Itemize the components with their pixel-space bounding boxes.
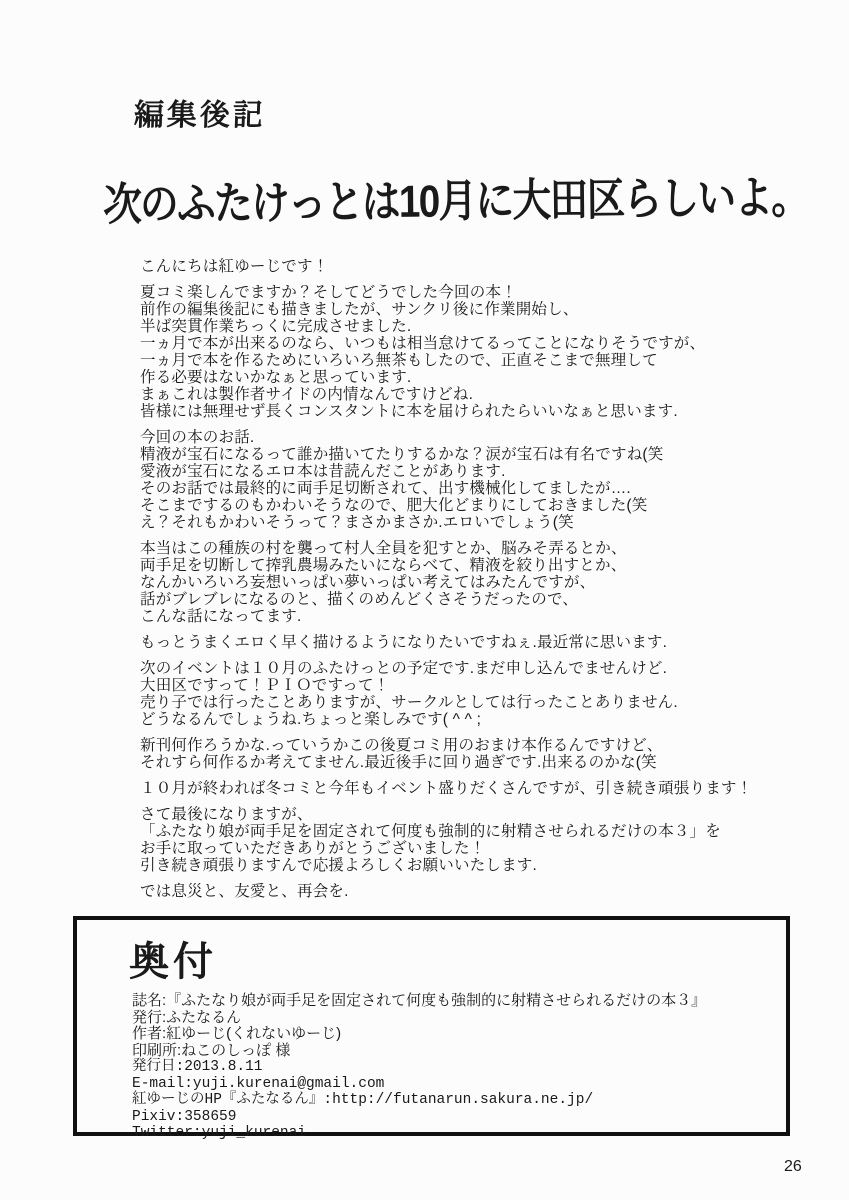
text-line: それすら何作るか考えてません.最近後手に回り過ぎです.出来るのかな(笑 [140,754,657,771]
text-line: 本当はこの種族の村を襲って村人全員を犯すとか、脳みそ弄るとか、 [140,540,627,557]
paragraph [140,806,760,874]
text-line: こんな話になってます. [140,608,302,625]
colophon-line: Pixiv:358659 [132,1108,237,1125]
colophon-line: 紅ゆーじのHP『ふたなるん』:http://futanarun.sakura.ne.jp/ [132,1092,594,1108]
text-line: 引き続き頑張りますんで応援よろしくお願いいたします. [140,857,538,874]
colophon-box [73,916,790,1141]
text-line: 売り子では行ったことありますが、サークルとしては行ったことありません. [140,694,678,711]
body-text [140,258,760,909]
colophon-lines [132,993,786,1142]
text-line: 大田区ですって！ＰＩＯですって！ [140,677,390,694]
text-line: お手に取っていただきありがとうございました！ [140,840,486,857]
text-line: 両手足を切断して搾乳農場みたいにならべて、精液を絞り出すとか、 [140,557,627,574]
colophon-line: 誌名:『ふたなり娘が両手足を固定されて何度も強制的に射精させられるだけの本３』 [132,992,707,1009]
paragraph [140,660,760,728]
colophon-line: Twitter:yuji_kurenai [132,1125,307,1141]
text-line: なんかいろいろ妄想いっぱい夢いっぱい考えてはみたんですが、 [140,574,596,591]
text-line: こんにちは紅ゆーじです！ [140,258,329,275]
text-line: 精液が宝石になるって誰か描いてたりするかな？涙が宝石は有名ですね(笑 [140,446,664,463]
text-line: 前作の編集後記にも描きましたが、サンクリ後に作業開始し、 [140,301,579,318]
text-line: 今回の本のお話. [140,429,255,446]
text-line: そこまでするのもかわいそうなので、肥大化どまりにしておきました(笑 [140,497,648,514]
text-line: 半ば突貫作業ちっくに完成させました. [140,318,412,335]
paragraph [140,780,760,797]
text-line: もっとうまくエロく早く描けるようになりたいですねぇ.最近常に思います. [140,634,668,651]
page-number: 26 [784,1158,802,1175]
colophon-line: E-mail:yuji.kurenai@gmail.com [132,1075,385,1092]
text-line: 愛液が宝石になるエロ本は昔読んだことがあります. [140,463,506,480]
text-line: １０月が終われば冬コミと今年もイベント盛りだくさんですが、引き続き頑張ります！ [140,780,753,797]
colophon-line: 発行日:2013.8.11 [132,1059,263,1075]
text-line: 作る必要はないかなぁと思っています. [140,369,412,386]
paragraph [140,540,760,625]
text-line: どうなるんでしょうね.ちょっと楽しみです( ^ ^ ; [140,711,482,728]
paragraph [140,429,760,531]
handwritten-headline: 次のふたけっとは10月に大田区らしいよ。 [102,171,809,230]
paragraph [140,883,760,900]
text-line: そのお話では最終的に両手足切断されて、出す機械化してましたが…. [140,480,631,497]
text-line: では息災と、友愛と、再会を. [140,883,349,900]
text-line: 夏コミ楽しんでますか？そしてどうでした今回の本！ [140,284,517,301]
paragraph [140,737,760,771]
text-line: え？それもかわいそうって？まさかまさか.エロいでしょう(笑 [140,514,574,531]
colophon-line: 印刷所:ねこのしっぽ 様 [132,1041,291,1059]
paragraph [140,284,760,420]
text-line: 新刊何作ろうかな.っていうかこの後夏コミ用のおまけ本作るんですけど、 [140,737,663,754]
colophon-line: 作者:紅ゆーじ(くれないゆーじ) [132,1025,342,1042]
text-line: 次のイベントは１０月のふたけっとの予定です.まだ申し込んでませんけど. [140,660,668,677]
text-line: さて最後になりますが、 [140,806,313,823]
paragraph [140,258,760,275]
text-line: 皆様には無理せず長くコンスタントに本を届けられたらいいなぁと思います. [140,403,678,420]
paragraph [140,634,760,651]
colophon-title: 奥付 [129,940,217,984]
text-line: 話がブレブレになるのと、描くのめんどくさそうだったので、 [140,591,579,608]
text-line: まぁこれは製作者サイドの内情なんですけどね. [140,386,474,403]
text-line: 一ヵ月で本を作るためにいろいろ無茶もしたので、正直そこまで無理して [140,352,658,369]
colophon-line: 発行:ふたなるん [132,1008,242,1026]
page-title: 編集後記 [133,99,267,132]
text-line: 「ふたなり娘が両手足を固定されて何度も強制的に射精させられるだけの本３」を [140,823,721,840]
text-line: 一ヵ月で本が出来るのなら、いつもは相当怠けてるってことになりそうですが、 [140,335,706,352]
